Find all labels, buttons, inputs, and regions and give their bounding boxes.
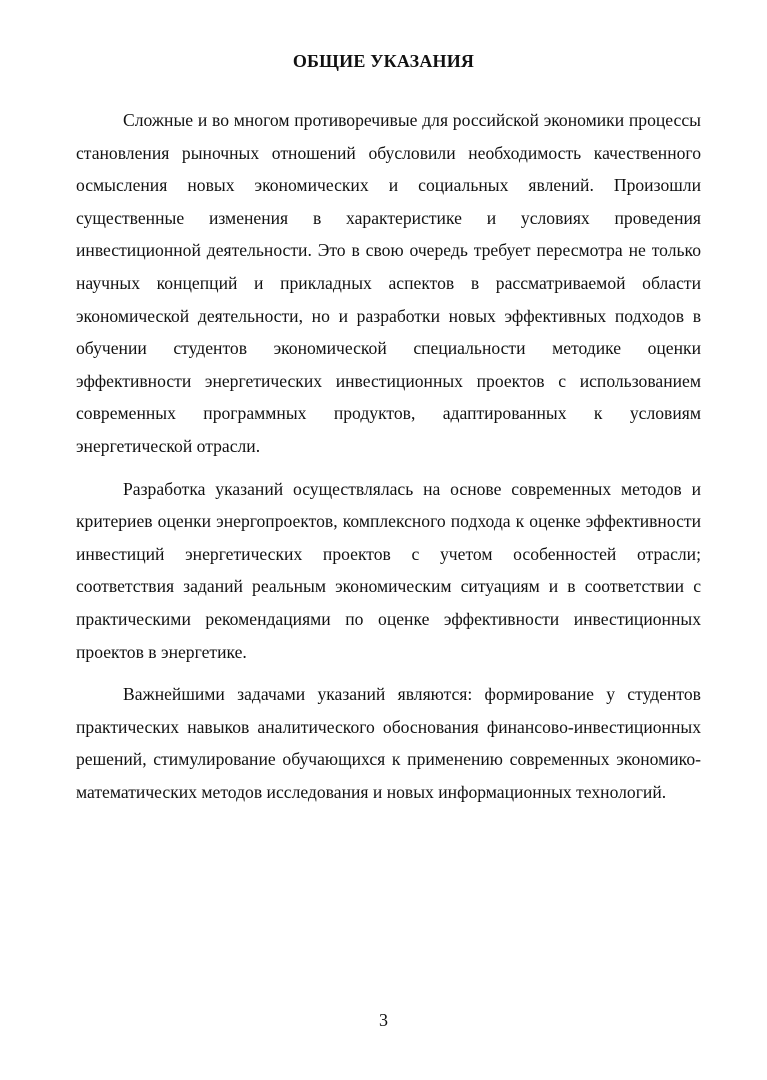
paragraph-intro: Сложные и во многом противоречивые для российской экономики процессы становления рыночных отношений обусловили необходимость качественного осмысления новых экономических и социальных явлений. Произошли существенные изменения в характеристике и условиях проведения инвестиционной деятельности. Это в свою очередь требует пересмотра не только научных концепций и прикладных аспектов в рассматриваемой области экономической деятельности, но и разработки новых эффективных подходов в обучении студентов экономической специальности методике оценки эффективности энергетических инвестиционных проектов с использованием современных программных продуктов, адаптированных к условиям энергетической отрасли. [76,110,701,456]
page-title: ОБЩИЕ УКАЗАНИЯ [292,51,475,71]
body-text [76,104,701,818]
paragraph-development: Разработка указаний осуществлялась на основе современных методов и критериев оценки энергопроектов, комплексного подхода к оценке эффективности инвестиций энергетических проектов с учетом особенностей отрасли; соответствия заданий реальным экономическим ситуациям и в соответствии с практическими рекомендациями по оценке эффективности инвестиционных проектов в энергетике. [76,478,701,662]
paragraph-objectives: Важнейшими задачами указаний являются: формирование у студентов практических навыков аналитического обоснования финансово-инвестиционных решений, стимулирование обучающихся к применению современных экономико-математических методов исследования и новых информационных технологий. [76,684,701,802]
page-number: 3 [379,1010,388,1030]
